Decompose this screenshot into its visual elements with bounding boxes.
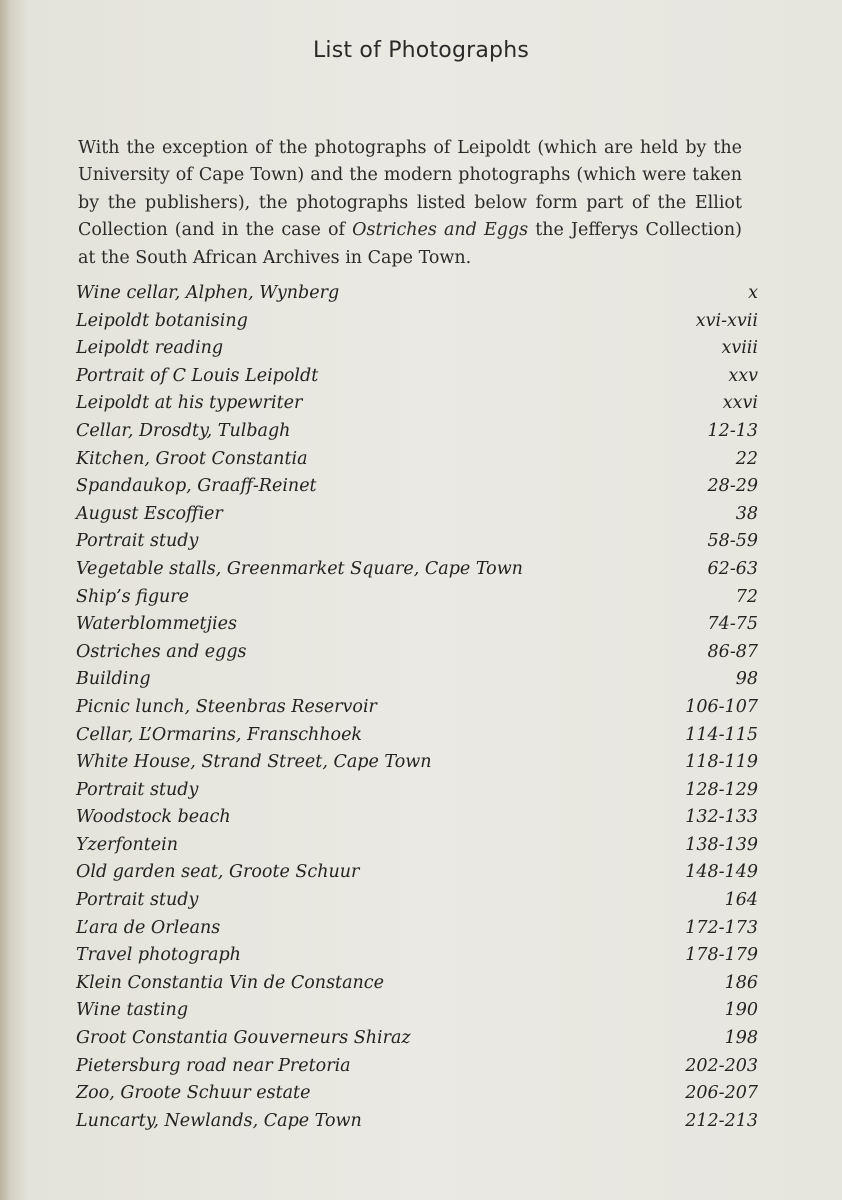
photograph-caption: Portrait study: [76, 890, 199, 911]
page-reference: 12-13: [707, 420, 758, 441]
photograph-caption: Zoo, Groote Schuur estate: [76, 1083, 311, 1104]
photograph-caption: L’ara de Orleans: [76, 917, 221, 938]
photograph-caption: August Escoffier: [76, 503, 223, 524]
photograph-caption: Leipoldt botanising: [76, 310, 248, 331]
photograph-caption: Ship’s figure: [76, 586, 190, 607]
page-reference: 98: [735, 669, 758, 690]
page-reference: 86-87: [707, 641, 758, 662]
photograph-caption: Yzerfontein: [76, 834, 179, 855]
page-reference: 172-173: [685, 917, 758, 938]
intro-text-part2: the Jefferys Collection) at the South African Archives in Cape Town.: [78, 220, 742, 268]
page-reference: 178-179: [685, 945, 758, 966]
list-item: [76, 1000, 758, 1028]
list-item: [76, 393, 758, 421]
list-item: [76, 642, 758, 670]
page-reference: 118-119: [685, 752, 758, 773]
photograph-caption: Old garden seat, Groote Schuur: [76, 862, 360, 883]
list-item: [76, 449, 758, 477]
page-reference: 212-213: [685, 1110, 758, 1131]
page-reference: 186: [724, 972, 758, 993]
page-reference: 202-203: [685, 1055, 758, 1076]
photograph-caption: Kitchen, Groot Constantia: [76, 448, 308, 469]
page-reference: 28-29: [707, 476, 758, 497]
page-reference: 22: [735, 448, 758, 469]
intro-paragraph: [78, 135, 742, 273]
list-item: [76, 669, 758, 697]
list-item: [76, 807, 758, 835]
page-reference: xviii: [721, 338, 758, 359]
list-item: [76, 614, 758, 642]
photograph-caption: Wine cellar, Alphen, Wynberg: [76, 283, 340, 303]
page-reference: 190: [724, 1000, 758, 1021]
photograph-caption: Cellar, Drosdty, Tulbagh: [76, 420, 291, 441]
photograph-caption: Ostriches and eggs: [76, 641, 247, 662]
photograph-caption: Portrait of C Louis Leipoldt: [76, 365, 319, 386]
photograph-caption: Travel photograph: [76, 945, 241, 966]
page-reference: 198: [724, 1028, 758, 1049]
list-item: [76, 1028, 758, 1056]
list-item: [76, 890, 758, 918]
intro-emphasis: Ostriches and Eggs: [352, 220, 529, 240]
photograph-caption: Portrait study: [76, 779, 199, 800]
list-item: [76, 531, 758, 559]
list-item: [76, 862, 758, 890]
list-item: [76, 725, 758, 753]
page-reference: 138-139: [685, 834, 758, 855]
list-item: [76, 780, 758, 808]
list-item: [76, 752, 758, 780]
photograph-caption: Woodstock beach: [76, 807, 231, 828]
list-item: [76, 918, 758, 946]
page-reference: 128-129: [685, 779, 758, 800]
photograph-caption: Cellar, L’Ormarins, Franschhoek: [76, 724, 363, 745]
list-item: [76, 945, 758, 973]
list-item: [76, 1083, 758, 1111]
page-reference: 206-207: [685, 1083, 758, 1104]
list-item: [76, 338, 758, 366]
list-item: [76, 835, 758, 863]
page-reference: 38: [735, 503, 758, 524]
photograph-caption: Building: [76, 669, 151, 690]
page-reference: 114-115: [685, 724, 758, 745]
photograph-caption: Luncarty, Newlands, Cape Town: [76, 1110, 362, 1131]
list-item: [76, 587, 758, 615]
photograph-caption: Pietersburg road near Pretoria: [76, 1055, 351, 1076]
page-reference: 132-133: [685, 807, 758, 828]
page-reference: 148-149: [685, 862, 758, 883]
list-item: [76, 283, 758, 311]
photograph-caption: Wine tasting: [76, 1000, 189, 1021]
photograph-caption: Klein Constantia Vin de Constance: [76, 972, 384, 993]
list-item: [76, 504, 758, 532]
page-reference: xxv: [728, 365, 758, 386]
photograph-caption: Waterblommetjies: [76, 614, 237, 635]
list-item: [76, 1111, 758, 1139]
photograph-caption: Leipoldt at his typewriter: [76, 393, 303, 414]
list-item: [76, 697, 758, 725]
photograph-caption: Groot Constantia Gouverneurs Shiraz: [76, 1028, 411, 1049]
list-item: [76, 559, 758, 587]
page-title: List of Photographs: [312, 38, 530, 63]
page-reference: 58-59: [707, 531, 758, 552]
photograph-caption: Spandaukop, Graaff-Reinet: [76, 476, 317, 497]
photograph-caption: Leipoldt reading: [76, 338, 224, 359]
list-item: [76, 366, 758, 394]
intro-text-part1: With the exception of the photographs of Leipoldt (which are held by the University of Cape Town) and the modern photographs (which were taken by the publishers), the photographs listed below form part of the Elliot Collection (and in the case of: [78, 137, 742, 240]
list-item: [76, 973, 758, 1001]
photograph-caption: Picnic lunch, Steenbras Reservoir: [76, 696, 377, 717]
page-reference: 72: [735, 586, 758, 607]
photograph-caption: White House, Strand Street, Cape Town: [76, 752, 432, 773]
page-reference: xvi-xvii: [695, 310, 758, 331]
photograph-caption: Portrait study: [76, 531, 199, 552]
page-reference: 106-107: [685, 696, 758, 717]
list-item: [76, 311, 758, 339]
list-item: [76, 1056, 758, 1084]
page-reference: 62-63: [707, 558, 758, 579]
page-reference: x: [748, 283, 758, 303]
photograph-list: [76, 283, 758, 1138]
page-reference: xxvi: [722, 393, 758, 414]
list-item: [76, 476, 758, 504]
photograph-caption: Vegetable stalls, Greenmarket Square, Cape Town: [76, 558, 523, 579]
page-reference: 74-75: [707, 614, 758, 635]
page-reference: 164: [724, 890, 758, 911]
list-item: [76, 421, 758, 449]
